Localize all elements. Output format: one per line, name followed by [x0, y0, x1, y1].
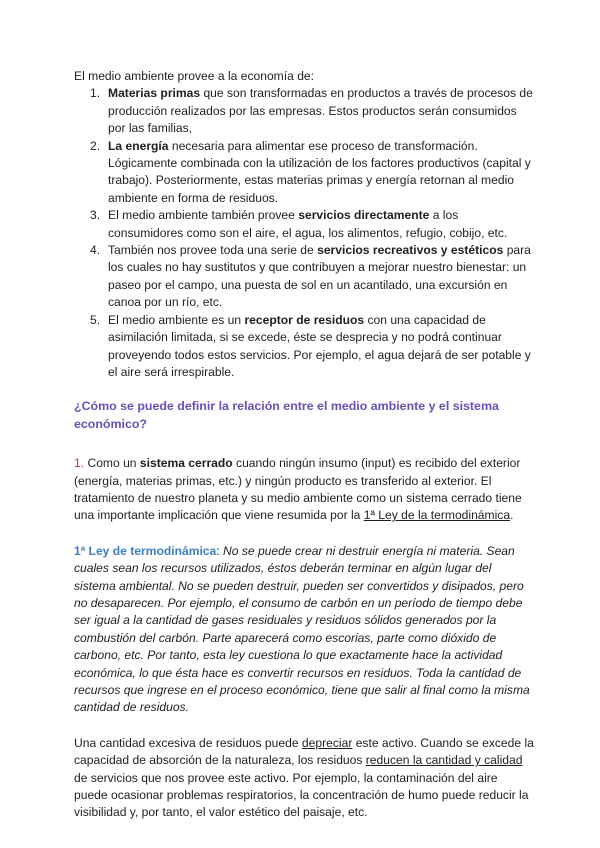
- list-item: 4. También nos provee toda una serie de servicios recreativos y estéticos para los cuales no hay sustitutos y que contribuyen a mejorar nuestro bienestar: un paseo por el campo, una puesta de sol en un acantilado, una excursión en canoa por un río, etc.: [90, 243, 531, 310]
- list-item: 3. El medio ambiente también provee servicios directamente a los consumidores como son el aire, el agua, los alimentos, refugio, cobijo, etc.: [90, 208, 508, 240]
- list-item: 2. La energía necesaria para alimentar ese proceso de transformación. Lógicamente combinada con la utilización de los factores productivos (capital y trabajo). Posteriormente, estas materias primas y energía retornan al medio ambiente en forma de residuos.: [90, 138, 531, 205]
- reducen-link[interactable]: reducen la cantidad y calidad: [365, 753, 523, 768]
- list-item: 5. El medio ambiente es un receptor de residuos con una capacidad de asimilación limitada, si se excede, éste se desprecia y no podrá continuar proveyendo todos estos servicios. Por ejemplo, el agua dejará de ser potable y el aire será irrespirable.: [90, 312, 531, 379]
- document-body: [74, 68, 534, 822]
- thermodynamics-paragraph: 1ª Ley de termodinámica: No se puede crear ni destruir energía ni materia. Sean cuales sean los recursos utilizados, éstos deberán terminar en algún lugar del sistema ambiental. No se pueden destruir, pueden ser convertidos y disipados, pero no desaparecen. Por ejemplo, el consumo de carbón en un período de tiempo debe ser igual a la cantidad de gases residuales y residuos sólidos generados por la combustión del carbón. Parte aparecerá como escorias, parte como dióxido de carbono, etc. Por tanto, esta ley cuestiona lo que exactamente hace la actividad económica, lo que ésta hace es convertir recursos en residuos. Toda la cantidad de recursos que ingrese en el proceso económico, tiene que salir al final como la misma cantidad de residuos.: [74, 543, 530, 715]
- closed-system-paragraph: 1. Como un sistema cerrado cuando ningún insumo (input) es recibido del exterior (energía, materias primas, etc.) y ningún producto es transferido al exterior. El tratamiento de nuestro planeta y su medio ambiente como un sistema cerrado tiene una importante implicación que viene resumida por la 1ª Ley de la termodinámica.: [74, 456, 522, 523]
- paragraph-number: 1.: [74, 456, 85, 471]
- list-item: 1. Materias primas que son transformadas en productos a través de procesos de producción realizados por las empresas. Estos productos serán consumidos por las familias,: [90, 86, 533, 136]
- residues-paragraph: Una cantidad excesiva de residuos puede depreciar este activo. Cuando se excede la capacidad de absorción de la naturaleza, los residuos reducen la cantidad y calidad de servicios que nos provee este activo. Por ejemplo, la contaminación del aire puede ocasionar problemas respiratorios, la concentración de humo puede reducir la visibilidad y, por tanto, el valor estético del paisaje, etc.: [74, 735, 534, 820]
- thermodynamics-link[interactable]: 1ª Ley de la termodinámica: [363, 508, 511, 523]
- benefits-list: [74, 85, 534, 381]
- section-heading: ¿Cómo se puede definir la relación entre el medio ambiente y el sistema económico?: [74, 399, 499, 431]
- intro-text: El medio ambiente provee a la economía de:: [74, 69, 315, 83]
- law-label: 1ª Ley de termodinámica: [74, 543, 217, 558]
- depreciar-link[interactable]: depreciar: [301, 735, 353, 750]
